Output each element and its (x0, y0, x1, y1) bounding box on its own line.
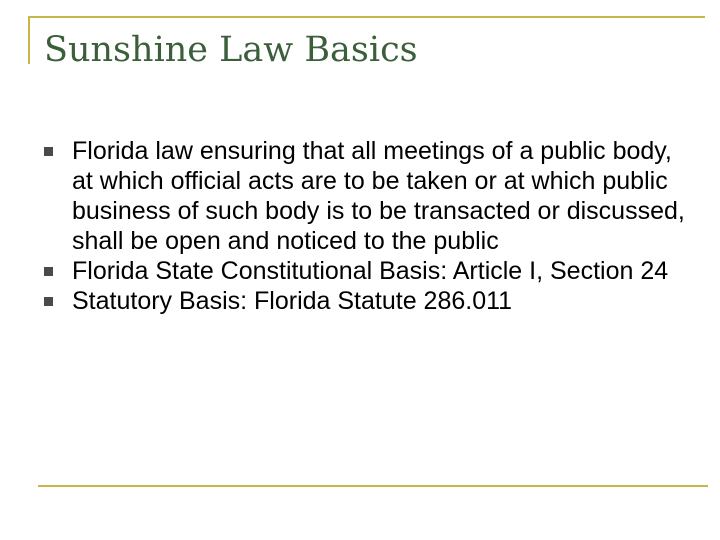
bullet-text: Florida law ensuring that all meetings of a public body, at which official acts are to be taken or at which public business of such body is to be transacted or discussed, shall be open and noticed to the public (72, 137, 685, 255)
square-bullet-icon (44, 147, 53, 156)
top-rule (28, 16, 705, 18)
bullet-text: Florida State Constitutional Basis: Article I, Section 24 (72, 257, 669, 285)
bottom-rule (38, 485, 708, 487)
left-rule (28, 16, 30, 64)
bullet-item (40, 136, 690, 256)
bullet-text: Statutory Basis: Florida Statute 286.011 (72, 287, 513, 315)
bullet-item (40, 286, 690, 316)
slide-title: Sunshine Law Basics (44, 30, 418, 70)
square-bullet-icon (44, 267, 53, 276)
bullet-item (40, 256, 690, 286)
square-bullet-icon (44, 297, 53, 306)
bullet-list (40, 136, 690, 316)
